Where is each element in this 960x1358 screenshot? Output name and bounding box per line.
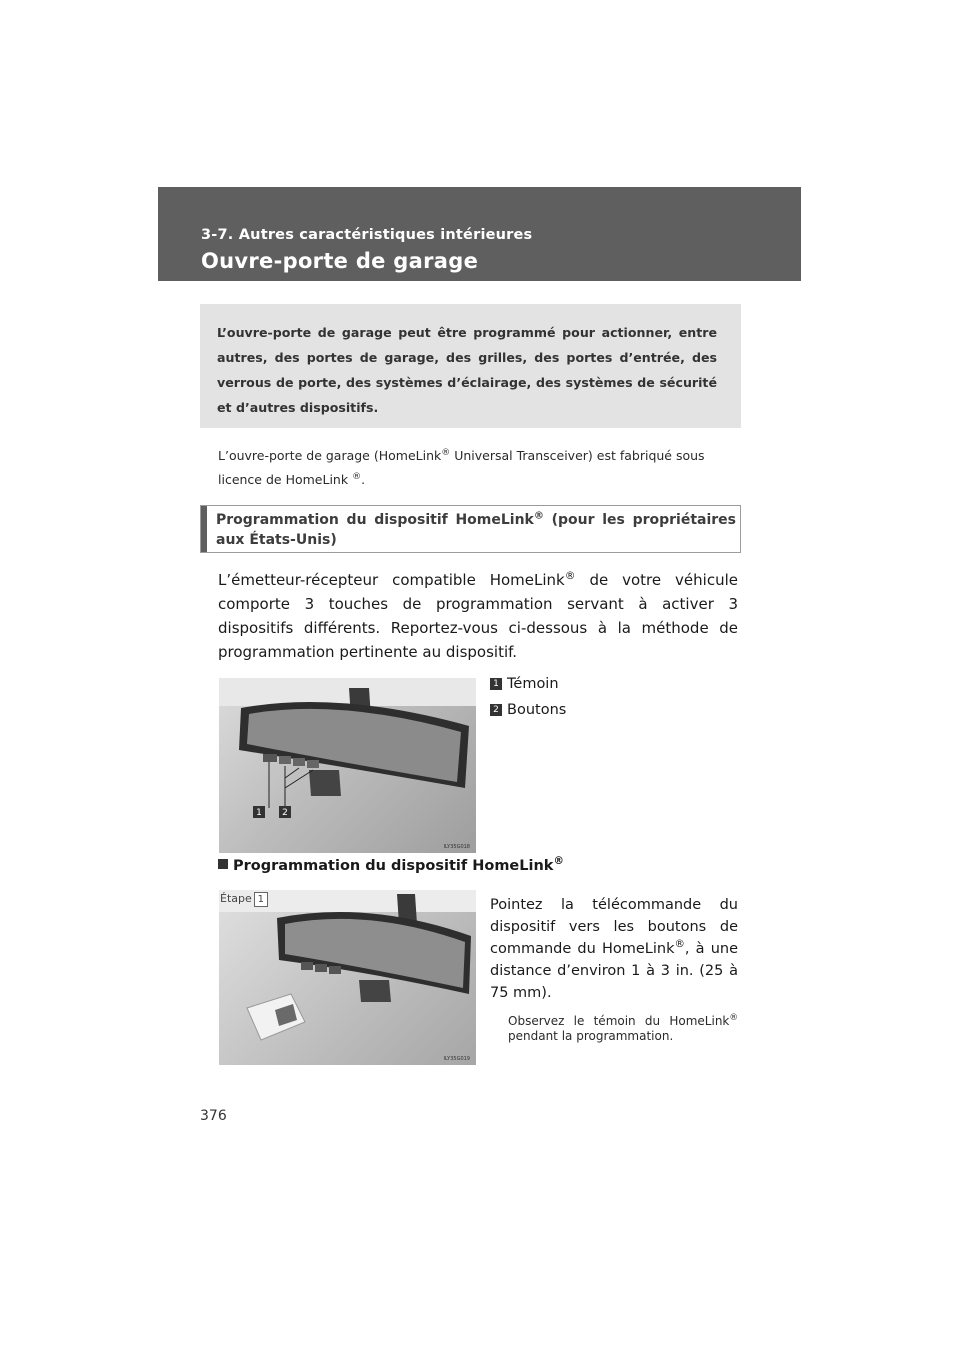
- note-text-1: Observez le témoin du HomeLink: [508, 1014, 730, 1028]
- homelink-button: [279, 756, 291, 764]
- step-label: Étape: [220, 892, 252, 905]
- legend-label: Boutons: [507, 702, 567, 718]
- registered-mark: ®: [533, 510, 544, 522]
- mirror-stem: [309, 770, 341, 796]
- step-number: 1: [254, 892, 268, 907]
- step-instruction: [490, 894, 738, 1004]
- headliner: [219, 678, 476, 706]
- homelink-button: [307, 760, 319, 768]
- bullet-square-icon: [218, 859, 228, 869]
- legend-label: Témoin: [507, 676, 559, 692]
- callout-line-2b: [285, 768, 299, 778]
- callout-number-2: 2: [282, 808, 288, 818]
- legend-item: [490, 676, 559, 692]
- homelink-button: [315, 964, 327, 972]
- homelink-button: [293, 758, 305, 766]
- subheading-text-1: Programmation du dispositif HomeLink: [216, 512, 534, 528]
- figure-code: ILY35G018: [443, 844, 470, 850]
- legend-number: 2: [490, 704, 502, 716]
- intro-box: [200, 304, 741, 428]
- subheading-text-2: (pour les propriétaires aux États-Unis): [216, 512, 736, 548]
- license-note: [218, 444, 738, 492]
- step-badge: [220, 892, 268, 907]
- remote-control-icon: [247, 994, 305, 1040]
- registered-mark: ®: [729, 1013, 738, 1023]
- license-text-2: Universal Transceiver) est fabriqué sous licence de HomeLink: [218, 448, 705, 487]
- callout-line-2c: [285, 770, 313, 788]
- step-text-2: , à une distance d’environ 1 à 3 in. (25 à 75 mm).: [490, 941, 738, 1001]
- homelink-button: [329, 966, 341, 974]
- rearview-mirror-drawing: [219, 678, 476, 853]
- step-note: [508, 1014, 738, 1044]
- indicator-led: [263, 754, 277, 762]
- figure-code: ILY35G019: [443, 1056, 470, 1062]
- mirror-and-remote-drawing: [219, 890, 476, 1065]
- paragraph-text-2: de votre véhicule comporte 3 touches de programmation servant à activer 3 dispositifs différents. Reportez-vous ci-dessous à la méthode de programmation pertinente au dispositif.: [218, 571, 738, 661]
- registered-mark: ®: [674, 938, 685, 951]
- registered-mark: ®: [352, 471, 362, 482]
- step-text-1: Pointez la télécommande du dispositif vers les boutons de commande du HomeLink: [490, 897, 738, 957]
- paragraph-text-1: L’émetteur-récepteur compatible HomeLink: [218, 571, 565, 589]
- remote-illustration: [219, 890, 476, 1065]
- mirror-illustration: [219, 678, 476, 853]
- page-number: 376: [200, 1108, 227, 1124]
- chapter-header: [158, 187, 801, 281]
- programming-heading: [218, 855, 564, 874]
- legend-number: 1: [490, 678, 502, 690]
- registered-mark: ®: [441, 447, 451, 458]
- body-paragraph: [218, 568, 738, 664]
- registered-mark: ®: [553, 855, 564, 868]
- license-text-3: .: [361, 472, 366, 487]
- legend-item: [490, 702, 566, 718]
- note-text-2: pendant la programmation.: [508, 1029, 674, 1043]
- subheading-bar: [201, 506, 207, 552]
- page-title: Ouvre-porte de garage: [201, 249, 479, 273]
- intro-text: L’ouvre-porte de garage peut être programmé pour actionner, entre autres, des portes de garage, des grilles, des portes d’entrée, des verrous de porte, des systèmes d’éclairage, des systèmes de sécurité et d’autres dispositifs.: [217, 325, 717, 415]
- callout-number-1: 1: [256, 808, 262, 818]
- programming-heading-text: Programmation du dispositif HomeLink: [233, 858, 554, 874]
- section-subheading: [200, 505, 741, 553]
- subheading-text: [216, 510, 736, 550]
- section-label: 3-7. Autres caractéristiques intérieures: [201, 227, 533, 243]
- mirror-stem: [359, 980, 391, 1002]
- license-text-1: L’ouvre-porte de garage (HomeLink: [218, 448, 442, 463]
- registered-mark: ®: [564, 569, 576, 582]
- homelink-button: [301, 962, 313, 970]
